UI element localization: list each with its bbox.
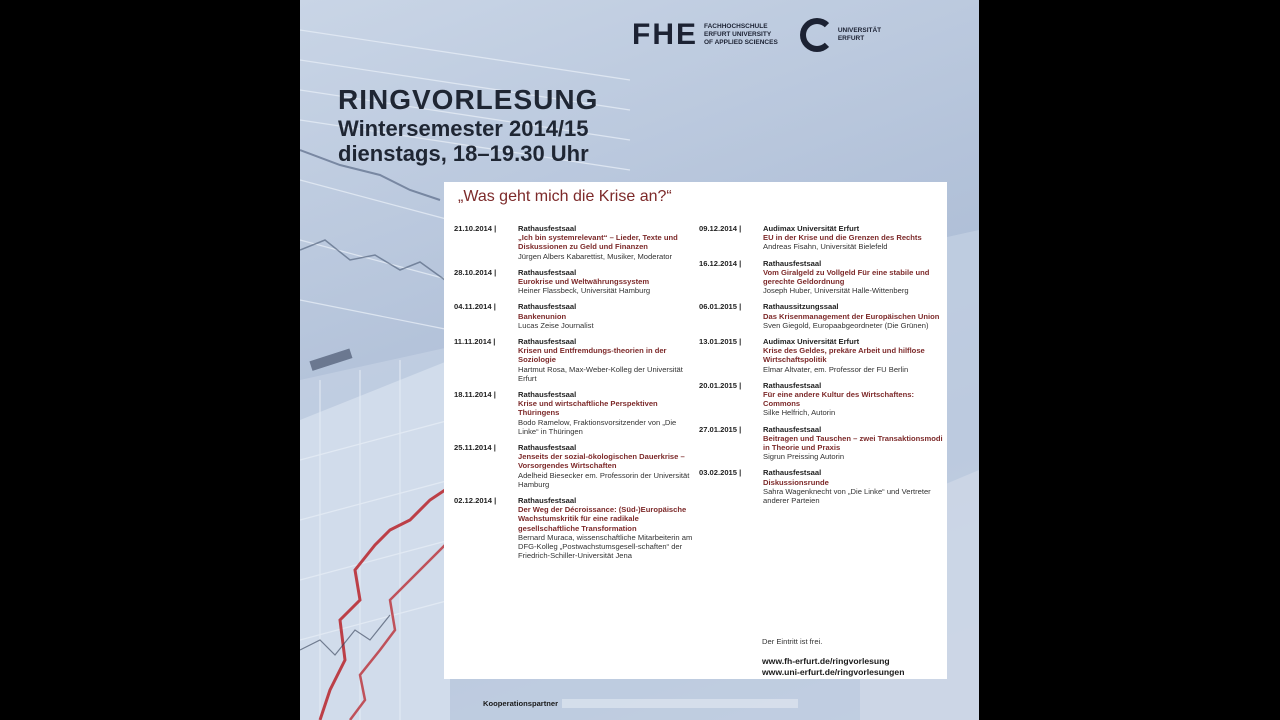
url-fh-erfurt[interactable]: www.fh-erfurt.de/ringvorlesung [762, 656, 890, 666]
event-body [763, 425, 943, 462]
event-topic: „Ich bin systemrelevant“ – Lieder, Texte und Diskussionen zu Geld und Finanzen [518, 233, 678, 252]
event-topic: Beitragen und Tauschen – zwei Transaktionsmodi in Theorie und Praxis [763, 433, 943, 453]
event-row [454, 390, 694, 436]
event-row [699, 302, 943, 330]
event-body [763, 468, 943, 505]
event-body [763, 381, 943, 418]
event-body [763, 302, 943, 330]
event-speaker: Silke Helfrich, Autorin [763, 408, 836, 418]
event-date: 20.01.2015 | [699, 380, 742, 390]
event-venue: Rathausfestsaal [518, 337, 577, 347]
event-speaker: Jürgen Albers Kabarettist, Musiker, Moderator [518, 251, 673, 261]
program-panel [444, 182, 947, 679]
event-body [518, 496, 694, 560]
event-topic: Krisen und Entfremdungs-theorien in der Soziologie [518, 346, 667, 365]
event-row [454, 224, 694, 261]
event-body [763, 337, 943, 374]
event-date: 27.01.2015 | [699, 424, 742, 434]
event-row [454, 496, 694, 560]
fhe-text-line: FACHHOCHSCHULE [704, 23, 768, 30]
event-topic: Der Weg der Décroissance: (Süd-)Europäische Wachstumskritik für eine radikale gesellschaftliche Transformation [518, 505, 687, 533]
event-row [699, 259, 943, 296]
event-row [699, 381, 943, 418]
event-topic: Vom Giralgeld zu Vollgeld Für eine stabile und gerechte Geldordnung [763, 267, 930, 287]
uni-text-line: UNIVERSITÄT [837, 27, 882, 34]
event-topic: Jenseits der sozial-ökologischen Dauerkrise – Vorsorgendes Wirtschaften [518, 452, 685, 471]
event-venue: Rathaussitzungssaal [763, 302, 839, 312]
event-venue: Rathausfestsaal [763, 424, 822, 434]
event-row [699, 425, 943, 462]
event-body [518, 443, 694, 489]
event-venue: Rathausfestsaal [763, 380, 822, 390]
partners-label: Kooperationspartner [483, 699, 559, 708]
events-right-column [699, 224, 943, 505]
semester-line: Wintersemester 2014/15 [338, 116, 589, 141]
event-speaker: Sahra Wagenknecht von „Die Linke“ und Vertreter anderer Parteien [763, 486, 931, 506]
event-speaker: Andreas Fisahn, Universität Bielefeld [763, 242, 888, 252]
schedule-line: dienstags, 18–19.30 Uhr [338, 141, 589, 166]
event-date: 25.11.2014 | [454, 443, 496, 453]
event-date: 06.01.2015 | [699, 302, 742, 312]
event-row [454, 337, 694, 383]
event-body [518, 224, 694, 261]
event-body [518, 302, 694, 330]
panel-title: „Was geht mich die Krise an?“ [458, 188, 672, 205]
event-row [699, 468, 943, 505]
fhe-text-line: OF APPLIED SCIENCES [704, 39, 778, 46]
uni-erfurt-logo [800, 18, 881, 52]
uni-circle-icon [800, 18, 834, 52]
event-speaker: Sven Giegold, Europaabgeordneter (Die Grünen) [763, 320, 929, 330]
event-speaker: Bodo Ramelow, Fraktionsvorsitzender von „Die Linke“ in Thüringen [518, 417, 677, 436]
url-uni-erfurt[interactable]: www.uni-erfurt.de/ringvorlesungen [762, 666, 905, 677]
event-venue: Rathausfestsaal [518, 224, 577, 233]
event-date: 18.11.2014 | [454, 390, 496, 400]
event-date: 11.11.2014 | [454, 337, 496, 347]
event-venue: Audimax Universität Erfurt [763, 224, 860, 233]
uni-logo-text [838, 27, 881, 43]
event-topic: Diskussionsrunde [763, 477, 829, 487]
event-row [699, 337, 943, 374]
event-topic: Bankenunion [518, 311, 567, 321]
uni-text-line: ERFURT [837, 35, 865, 42]
event-topic: Das Krisenmanagement der Europäischen Union [763, 311, 940, 321]
event-date: 04.11.2014 | [454, 302, 496, 312]
event-venue: Rathausfestsaal [518, 390, 577, 400]
event-body [518, 268, 694, 296]
event-venue: Rathausfestsaal [518, 443, 577, 453]
event-speaker: Lucas Zeise Journalist [518, 320, 594, 330]
fhe-logo: FHE [632, 18, 698, 51]
event-row [454, 443, 694, 489]
event-topic: EU in der Krise und die Grenzen des Rechts [763, 233, 922, 243]
event-topic: Eurokrise und Weltwährungssystem [518, 277, 650, 287]
event-row [699, 224, 943, 252]
page-title: RINGVORLESUNG [338, 84, 599, 115]
event-venue: Rathausfestsaal [518, 496, 577, 506]
event-date: 28.10.2014 | [454, 267, 497, 277]
event-speaker: Hartmut Rosa, Max-Weber-Kolleg der Universität Erfurt [518, 364, 683, 383]
event-body [763, 259, 943, 296]
event-row [454, 302, 694, 330]
event-speaker: Elmar Altvater, em. Professor der FU Berlin [763, 364, 909, 374]
event-speaker: Adelheid Biesecker em. Professorin der Universität Hamburg [518, 470, 690, 489]
event-venue: Rathausfestsaal [763, 468, 822, 478]
fhe-text-line: ERFURT UNIVERSITY [704, 31, 772, 38]
event-speaker: Sigrun Preissing Autorin [763, 452, 845, 462]
free-entry-note: Der Eintritt ist frei. [762, 637, 823, 646]
event-row [454, 268, 694, 296]
event-topic: Krise des Geldes, prekäre Arbeit und hilflose Wirtschaftspolitik [763, 346, 925, 365]
partners-logos-strip [562, 699, 798, 708]
event-venue: Rathausfestsaal [763, 258, 822, 268]
event-date: 21.10.2014 | [454, 224, 497, 233]
event-date: 13.01.2015 | [699, 337, 742, 347]
event-venue: Rathausfestsaal [518, 302, 577, 312]
event-date: 16.12.2014 | [699, 258, 742, 268]
event-venue: Rathausfestsaal [518, 267, 577, 277]
logo-group [632, 18, 881, 52]
events-left-column [454, 224, 694, 561]
event-date: 03.02.2015 | [699, 468, 742, 478]
event-body [763, 224, 943, 252]
event-venue: Audimax Universität Erfurt [763, 337, 860, 347]
event-date: 09.12.2014 | [699, 224, 742, 233]
event-topic: Krise und wirtschaftliche Perspektiven Thüringens [518, 399, 658, 418]
event-topic: Für eine andere Kultur des Wirtschaftens: Commons [763, 390, 914, 409]
event-speaker: Heiner Flassbeck, Universität Hamburg [518, 286, 651, 296]
url-block [762, 656, 904, 677]
fhe-logo-text [704, 23, 778, 47]
event-body [518, 390, 694, 436]
event-speaker: Bernard Muraca, wissenschaftliche Mitarbeiterin am DFG-Kolleg „Postwachstumsgesell-schaften“ der Friedrich-Schiller-Universität Jena [518, 532, 693, 561]
event-body [518, 337, 694, 383]
title-block [338, 84, 598, 166]
event-date: 02.12.2014 | [454, 496, 497, 506]
poster [300, 0, 979, 720]
event-speaker: Joseph Huber, Universität Halle-Wittenberg [763, 286, 909, 296]
